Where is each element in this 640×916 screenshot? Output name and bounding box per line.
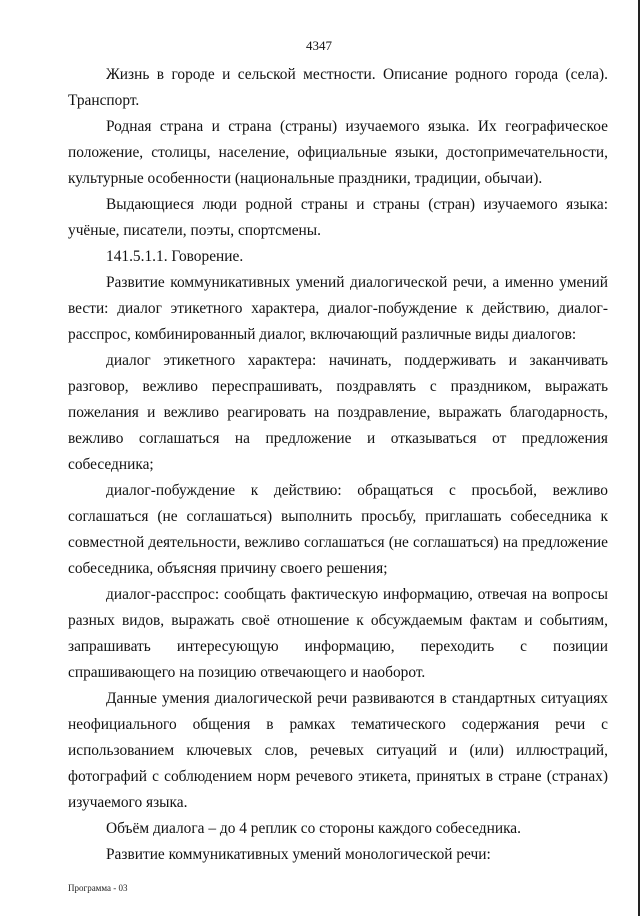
paragraph-native-country: Родная страна и страна (страны) изучаемого языка. Их географическое положение, столицы, население, официальные языки, достопримечательности, культурные особенности (национальные праздники, традиции, обычаи). bbox=[68, 118, 608, 187]
paragraph-dialog-volume: Объём диалога – до 4 реплик со стороны каждого собеседника. bbox=[106, 820, 521, 837]
paragraph-etiquette-dialog: диалог этикетного характера: начинать, поддерживать и заканчивать разговор, вежливо переспрашивать, поздравлять с праздником, выражать пожелания и вежливо реагировать на поздравление, выражать благодарность, вежливо соглашаться на предложение и отказываться от предложения собеседника; bbox=[68, 352, 608, 473]
paragraph-monologic-skills: Развитие коммуникативных умений монологической речи: bbox=[106, 846, 491, 863]
section-heading-speaking: 141.5.1.1. Говорение. bbox=[106, 248, 244, 265]
page-number: 4347 bbox=[306, 38, 332, 53]
paragraph-incentive-dialog: диалог-побуждение к действию: обращаться с просьбой, вежливо соглашаться (не соглашаться) выполнить просьбу, приглашать собеседника к совместной деятельности, вежливо соглашаться (не соглашаться) на предложение собеседника, объясняя причину своего решения; bbox=[68, 482, 608, 577]
paragraph-city-life: Жизнь в городе и сельской местности. Описание родного города (села). Транспорт. bbox=[68, 66, 608, 109]
footer-label: Программа - 03 bbox=[68, 883, 128, 893]
paragraph-dialogic-skills: Развитие коммуникативных умений диалогической речи, а именно умений вести: диалог этикетного характера, диалог-побуждение к действию, диалог-расспрос, комбинированный диалог, включающий различные виды диалогов: bbox=[68, 274, 608, 343]
body-text bbox=[68, 62, 608, 868]
paragraph-outstanding-people: Выдающиеся люди родной страны и страны (стран) изучаемого языка: учёные, писатели, поэты, спортсмены. bbox=[68, 196, 608, 239]
paragraph-inquiry-dialog: диалог-расспрос: сообщать фактическую информацию, отвечая на вопросы разных видов, выражать своё отношение к обсуждаемым фактам и событиям, запрашивать интересующую информацию, переходить с позиции спрашивающего на позицию отвечающего и наоборот. bbox=[68, 586, 608, 681]
paragraph-standard-situations: Данные умения диалогической речи развиваются в стандартных ситуациях неофициального общения в рамках тематического содержания речи с использованием ключевых слов, речевых ситуаций и (или) иллюстраций, фотографий с соблюдением норм речевого этикета, принятых в стране (странах) изучаемого языка. bbox=[68, 690, 608, 811]
